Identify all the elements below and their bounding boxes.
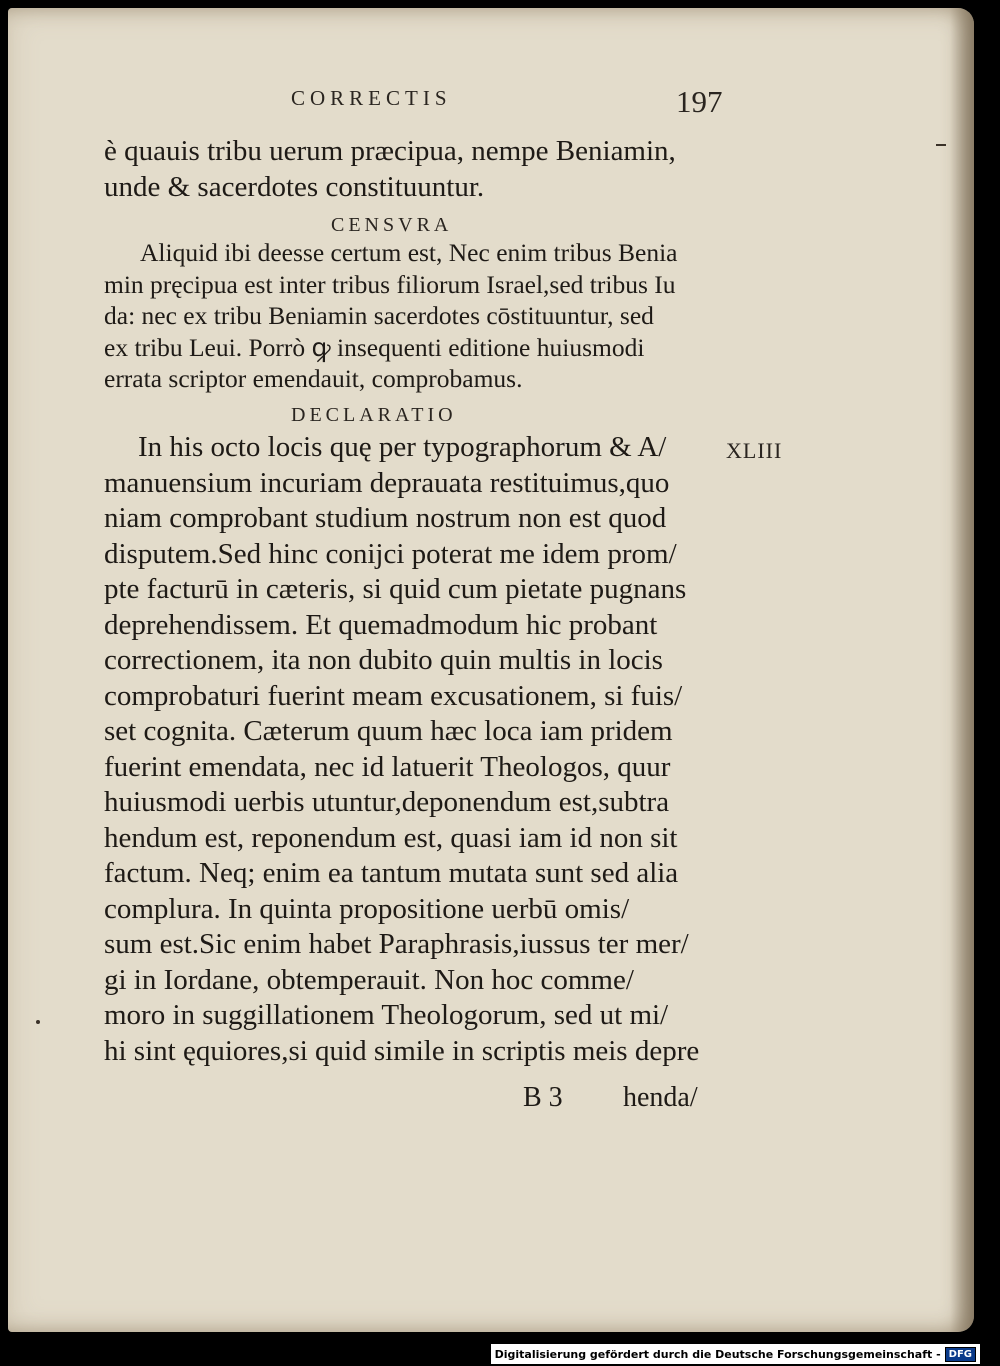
catchword: henda/ bbox=[623, 1082, 698, 1113]
page-number: 197 bbox=[676, 84, 723, 119]
margin-note: XLIII bbox=[726, 438, 783, 463]
signature-mark: B 3 bbox=[523, 1082, 563, 1113]
text-line: In his octo locis quę per typographorum & A/ bbox=[138, 431, 667, 463]
footer-credit: Digitalisierung gefördert durch die Deutsche Forschungsgemeinschaft - bbox=[494, 1347, 941, 1361]
text-line: deprehendissem. Et quemadmodum hic probant bbox=[104, 608, 658, 641]
text-line: moro in suggillationem Theologorum, sed ut mi/ bbox=[104, 999, 669, 1031]
text-line: factum. Neq; enim ea tantum mutata sunt sed alia bbox=[104, 857, 679, 889]
text-line: min pręcipua est inter tribus filiorum Israel,sed tribus Iu bbox=[104, 269, 676, 299]
opening-text bbox=[104, 134, 724, 205]
text-line: errata scriptor emendauit, comprobamus. bbox=[104, 364, 523, 393]
text-line: disputem.Sed hinc conijci poterat me idem prom/ bbox=[104, 537, 677, 570]
declaratio-heading: DECLARATIO bbox=[291, 404, 457, 426]
margin-dot bbox=[36, 1020, 40, 1024]
text-line: correctionem, ita non dubito quin multis in locis bbox=[104, 644, 663, 676]
text-line: set cognita. Cæterum quum hæc loca iam pridem bbox=[104, 715, 673, 747]
text-line: niam comprobant studium nostrum non est quod bbox=[104, 502, 667, 534]
text-line: manuensium incuriam deprauata restituimus,quo bbox=[104, 466, 670, 499]
running-head: CORRECTIS bbox=[291, 86, 452, 110]
book-page bbox=[8, 8, 974, 1332]
text-line: hendum est, reponendum est, quasi iam id non sit bbox=[104, 821, 678, 854]
declaratio-text bbox=[104, 430, 724, 1069]
text-line: huiusmodi uerbis utuntur,deponendum est,subtra bbox=[104, 786, 670, 818]
text-line: pte facturū in cæteris, si quid cum pietate pugnans bbox=[104, 573, 687, 605]
censura-text bbox=[104, 237, 724, 395]
text-line: fuerint emendata, nec id latuerit Theologos, quur bbox=[104, 750, 671, 783]
text-line: è quauis tribu uerum præcipua, nempe Beniamin, bbox=[104, 135, 676, 167]
text-line: gi in Iordane, obtemperauit. Non hoc comme/ bbox=[104, 963, 634, 996]
text-line: comprobaturi fuerint meam excusationem, si fuis/ bbox=[104, 679, 683, 712]
digitization-footer bbox=[491, 1344, 980, 1364]
text-line: unde & sacerdotes constituuntur. bbox=[104, 170, 485, 203]
text-line: complura. In quinta propositione uerbū omis/ bbox=[104, 892, 630, 925]
censura-heading: CENSVRA bbox=[331, 214, 453, 236]
dfg-logo-icon: DFG bbox=[945, 1347, 976, 1362]
text-line: sum est.Sic enim habet Paraphrasis,iussus ter mer/ bbox=[104, 928, 689, 960]
text-line: ex tribu Leui. Porrò ꝙ insequenti editione huiusmodi bbox=[104, 332, 645, 362]
text-line: Aliquid ibi deesse certum est, Nec enim tribus Benia bbox=[140, 238, 678, 267]
page-edge-shadow bbox=[950, 8, 974, 1332]
text-line: da: nec ex tribu Beniamin sacerdotes cōstituuntur, sed bbox=[104, 301, 654, 330]
margin-mark bbox=[936, 144, 946, 146]
text-line: hi sint ęquiores,si quid simile in scriptis meis depre bbox=[104, 1034, 700, 1067]
